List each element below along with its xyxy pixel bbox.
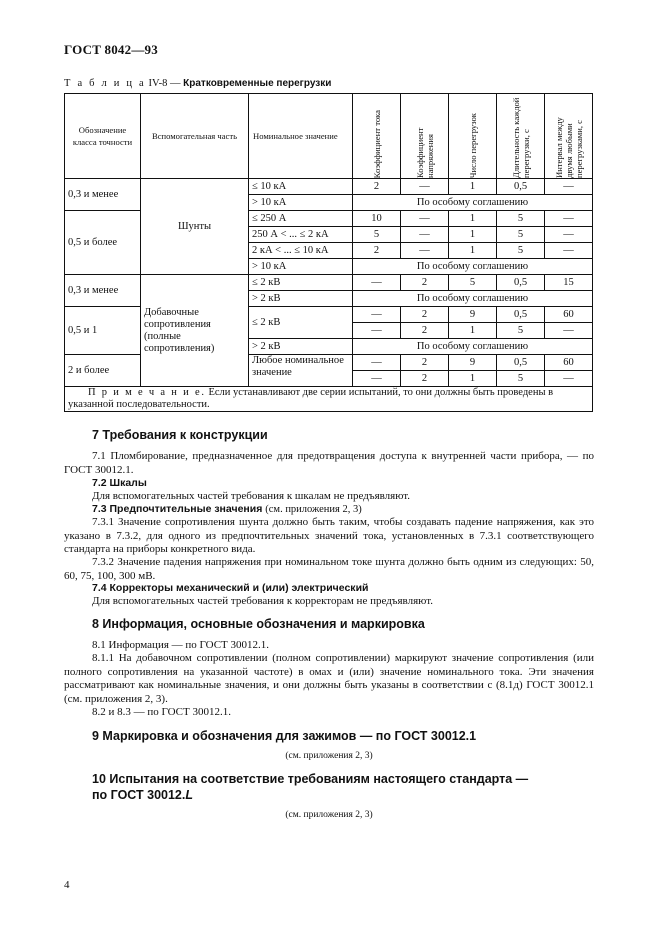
table-caption-number: IV-8 — — [148, 78, 181, 89]
value-cell: 5 — [449, 275, 497, 291]
nominal-cell: ≤ 250 А — [249, 211, 353, 227]
value-cell: 2 — [401, 355, 449, 371]
heading-7-2: 7.2 Шкалы — [92, 477, 147, 489]
class-cell: 2 и более — [65, 355, 141, 387]
value-cell: 0,5 — [497, 179, 545, 195]
value-cell: 0,5 — [497, 275, 545, 291]
table-note-row — [65, 387, 593, 412]
heading-7-3-ref: (см. приложения 2, 3) — [265, 504, 362, 515]
value-cell: — — [401, 227, 449, 243]
table-note-label: П р и м е ч а н и е. — [88, 387, 206, 398]
value-cell: 10 — [353, 211, 401, 227]
value-cell: 15 — [545, 275, 593, 291]
value-cell: — — [353, 323, 401, 339]
nominal-cell: ≤ 2 кВ — [249, 275, 353, 291]
value-cell: 2 — [401, 323, 449, 339]
value-cell: 2 — [353, 179, 401, 195]
value-cell: — — [401, 211, 449, 227]
nominal-cell: ≤ 10 кА — [249, 179, 353, 195]
value-cell: 5 — [497, 243, 545, 259]
value-cell: 5 — [497, 323, 545, 339]
value-cell: 1 — [449, 179, 497, 195]
section-9-ref: (см. приложения 2, 3) — [285, 751, 373, 761]
value-cell: 2 — [353, 243, 401, 259]
value-cell: — — [353, 371, 401, 387]
nominal-cell: > 10 кА — [249, 195, 353, 211]
section-7-title: 7 Требования к конструкции — [92, 428, 268, 442]
value-cell: 5 — [497, 227, 545, 243]
col-header-nominal: Номинальное значение — [249, 94, 353, 179]
value-cell: — — [545, 211, 593, 227]
value-cell: 1 — [449, 227, 497, 243]
document-header: ГОСТ 8042—93 — [64, 42, 158, 57]
value-cell: 2 — [401, 307, 449, 323]
value-cell: — — [401, 243, 449, 259]
value-cell: 60 — [545, 355, 593, 371]
para-8-1-1: 8.1.1 На добавочном сопротивлении (полном сопротивлении) маркируют значение сопротивления (или полного сопротивления на указанной частоте) в омах и (или) значение номинального тока. Эти значения рассматривают как номинальные значения, и они должны быть указаны в соответствии с (8.1д) ГОСТ 30012.1 (см. приложения 2, 3). — [64, 652, 594, 705]
value-cell: 60 — [545, 307, 593, 323]
table-caption-title: Кратковременные перегрузки — [183, 78, 332, 89]
para-7-2: Для вспомогательных частей требования к шкалам не предъявляют. — [92, 490, 411, 502]
agreement-cell: По особому соглашению — [353, 291, 593, 307]
page-number: 4 — [64, 879, 70, 891]
nominal-cell: 250 А < ... ≤ 2 кА — [249, 227, 353, 243]
para-8-1: 8.1 Информация — по ГОСТ 30012.1. — [92, 639, 269, 651]
heading-7-4: 7.4 Корректоры механический и (или) электрический — [92, 582, 369, 594]
nominal-cell: Любое номинальное значение — [249, 355, 353, 387]
value-cell: — — [353, 275, 401, 291]
section-9-title: 9 Маркировка и обозначения для зажимов — по ГОСТ 30012.1 — [92, 729, 477, 743]
value-cell: 5 — [497, 211, 545, 227]
agreement-cell: По особому соглашению — [353, 195, 593, 211]
section-10-title-suffix: L — [185, 788, 193, 802]
value-cell: — — [545, 323, 593, 339]
col-header-interval: Интервал между двумя любыми перегрузками, с — [545, 94, 593, 179]
value-cell: 0,5 — [497, 355, 545, 371]
section-10-title — [92, 771, 528, 803]
table-header-row — [65, 94, 593, 179]
col-header-duration: Длительность каждой перегрузки, с — [497, 94, 545, 179]
value-cell: 0,5 — [497, 307, 545, 323]
table-caption-prefix: Т а б л и ц а — [64, 78, 146, 89]
nominal-cell: > 2 кВ — [249, 291, 353, 307]
table-row — [65, 179, 593, 195]
value-cell: 5 — [353, 227, 401, 243]
value-cell: — — [545, 371, 593, 387]
nominal-cell: > 2 кВ — [249, 339, 353, 355]
nominal-cell: > 10 кА — [249, 259, 353, 275]
class-cell: 0,5 и 1 — [65, 307, 141, 355]
value-cell: 5 — [497, 371, 545, 387]
heading-7-3-title: 7.3 Предпочтительные значения — [92, 503, 263, 515]
value-cell: 9 — [449, 307, 497, 323]
col-header-current-factor: Коэффициент тока — [353, 94, 401, 179]
para-7-4: Для вспомогательных частей требования к корректорам не предъявляют. — [92, 595, 433, 607]
section-10-title-line2: по ГОСТ 30012. — [92, 788, 186, 802]
para-7-3-2: 7.3.2 Значение падения напряжения при номинальном токе шунта должно быть одним из следующих: 50, 60, 75, 100, 300 мВ. — [64, 556, 594, 582]
class-cell: 0,3 и менее — [65, 179, 141, 211]
agreement-cell: По особому соглашению — [353, 259, 593, 275]
table-note-text: Если устанавливают две серии испытаний, то они должны быть проведены в указанной последовательности. — [68, 387, 554, 410]
section-8-title: 8 Информация, основные обозначения и маркировка — [92, 617, 425, 631]
table-caption — [64, 78, 331, 89]
value-cell: — — [401, 179, 449, 195]
para-7-1: 7.1 Пломбирование, предназначенное для предотвращения доступа к внутренней части прибора, — по ГОСТ 30012.1. — [64, 450, 594, 476]
table-row — [65, 275, 593, 291]
col-header-aux: Вспомогательная часть — [141, 94, 249, 179]
value-cell: 1 — [449, 211, 497, 227]
class-cell: 0,5 и более — [65, 211, 141, 275]
para-7-3-1: 7.3.1 Значение сопротивления шунта должно быть таким, чтобы создавать падение напряжения, как это указано в 7.3.2, для одного из предпочтительных значений тока, установленных в 7.3.1 соответствующего стандарта на приборы конкретного вида. — [64, 516, 594, 555]
nominal-cell: ≤ 2 кВ — [249, 307, 353, 339]
value-cell: 2 — [401, 371, 449, 387]
overload-table — [64, 93, 593, 412]
col-header-class: Обозначение класса точности — [65, 94, 141, 179]
para-8-2: 8.2 и 8.3 — по ГОСТ 30012.1. — [92, 706, 231, 718]
value-cell: — — [545, 179, 593, 195]
col-header-voltage-factor: Коэффициент напряжения — [401, 94, 449, 179]
aux-cell: Шунты — [141, 179, 249, 275]
section-10-ref: (см. приложения 2, 3) — [285, 810, 373, 820]
col-header-overload-count: Число перегрузок — [449, 94, 497, 179]
value-cell: 1 — [449, 243, 497, 259]
nominal-cell: 2 кА < ... ≤ 10 кА — [249, 243, 353, 259]
value-cell: 1 — [449, 323, 497, 339]
value-cell: — — [353, 355, 401, 371]
value-cell: 1 — [449, 371, 497, 387]
value-cell: — — [353, 307, 401, 323]
heading-7-3 — [92, 503, 362, 515]
agreement-cell: По особому соглашению — [353, 339, 593, 355]
value-cell: — — [545, 227, 593, 243]
section-10-title-line1: 10 Испытания на соответствие требованиям настоящего стандарта — — [92, 772, 529, 786]
value-cell: 9 — [449, 355, 497, 371]
table-note — [65, 387, 593, 412]
class-cell: 0,3 и менее — [65, 275, 141, 307]
value-cell: — — [545, 243, 593, 259]
aux-cell: Добавочные сопротивления (полные сопротивления) — [141, 275, 249, 387]
value-cell: 2 — [401, 275, 449, 291]
